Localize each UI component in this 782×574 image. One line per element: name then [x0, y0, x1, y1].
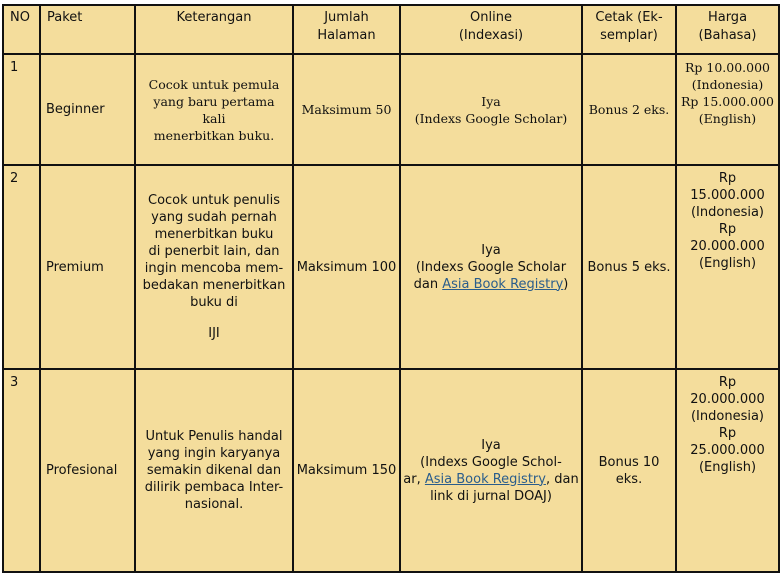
asia-book-registry-link[interactable]: Asia Book Registry	[442, 276, 564, 292]
online-prefix: ar,	[403, 471, 425, 487]
header-keterangan: Keterangan	[135, 5, 293, 54]
row-cetak: Bonus 2 eks.	[582, 54, 676, 165]
row-harga	[676, 369, 779, 572]
row-harga-text: Rp 10.00.000 (Indonesia) Rp 15.000.000 (English)	[681, 60, 774, 126]
header-harga	[676, 5, 779, 54]
row-cetak-text: Bonus 10 eks.	[598, 454, 660, 487]
row-keterangan	[135, 369, 293, 572]
row-online	[400, 369, 582, 572]
row-no: 2	[3, 165, 40, 369]
row-online	[400, 165, 582, 369]
online-prefix: dan	[413, 276, 443, 292]
online-status: Iya	[481, 242, 501, 258]
header-paket: Paket	[40, 5, 135, 54]
online-status: Iya	[481, 437, 501, 453]
row-cetak: Bonus 5 eks.	[582, 165, 676, 369]
row-keterangan-text: Untuk Penulis handal yang ingin karyanya semakin dikenal dan dilirik pembaca Inter- nasional.	[144, 429, 284, 512]
table-row	[3, 369, 779, 572]
header-online-text: Online (Indexasi)	[458, 10, 524, 43]
online-index: (Indexs Google Schol-	[420, 454, 562, 470]
row-keterangan-extra: IJI	[208, 326, 220, 341]
row-harga-text: Rp 15.000.000 (Indonesia) Rp 20.000.000 (English)	[690, 171, 765, 271]
online-status: Iya	[481, 93, 501, 109]
online-index: (Indexs Google Scholar	[415, 259, 567, 275]
header-cetak	[582, 5, 676, 54]
header-halaman-text: Jumlah Halaman	[317, 10, 376, 43]
row-halaman: Maksimum 150	[293, 369, 400, 572]
row-no: 3	[3, 369, 40, 572]
row-harga-text: Rp 20.000.000 (Indonesia) Rp 25.000.000 (English)	[690, 375, 765, 475]
online-doaj: link di jurnal DOAJ)	[430, 488, 552, 504]
online-suffix: , dan	[545, 471, 579, 487]
row-keterangan-text: Cocok untuk pemula yang baru pertama kali menerbitkan buku.	[148, 76, 280, 143]
online-registry-line	[401, 471, 581, 488]
table-row	[3, 54, 779, 165]
header-harga-text: Harga (Bahasa)	[698, 10, 757, 43]
header-cetak-text: Cetak (Ek- semplar)	[595, 10, 663, 43]
row-paket: Premium	[40, 165, 135, 369]
package-table	[2, 4, 780, 573]
row-halaman: Maksimum 100	[293, 165, 400, 369]
row-harga	[676, 54, 779, 165]
row-paket: Beginner	[40, 54, 135, 165]
row-keterangan-text: Cocok untuk penulis yang sudah pernah menerbitkan buku di penerbit lain, dan ingin mencoba mem- bedakan menerbitkan buku di	[142, 193, 286, 310]
row-cetak	[582, 369, 676, 572]
table-row	[3, 165, 779, 369]
row-keterangan	[135, 54, 293, 165]
row-harga	[676, 165, 779, 369]
header-online	[400, 5, 582, 54]
asia-book-registry-link[interactable]: Asia Book Registry	[424, 471, 546, 487]
online-registry-line	[401, 276, 581, 293]
row-halaman: Maksimum 50	[293, 54, 400, 165]
online-index: (Indexs Google Scholar)	[414, 110, 568, 126]
row-no: 1	[3, 54, 40, 165]
row-paket: Profesional	[40, 369, 135, 572]
header-no: NO	[3, 5, 40, 54]
row-keterangan	[135, 165, 293, 369]
header-row	[3, 5, 779, 54]
row-online	[400, 54, 582, 165]
header-halaman	[293, 5, 400, 54]
online-suffix: )	[563, 276, 569, 292]
